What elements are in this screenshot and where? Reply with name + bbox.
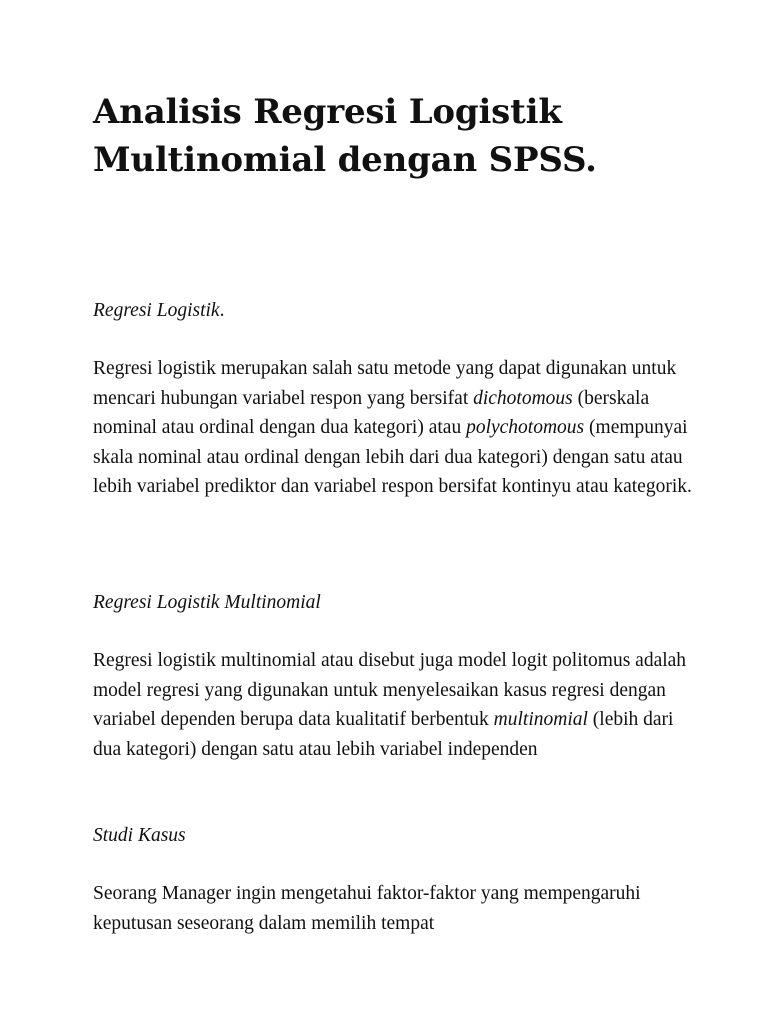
title-line-2: Multinomial dengan SPSS. [93, 140, 597, 180]
paragraph-text: Regresi logistik merupakan salah satu metode yang dapat digunakan untuk mencari hubungan variabel respon yang bersifat [93, 358, 677, 409]
paragraph-text: (lebih dari dua kategori) dengan satu atau lebih variabel independen [93, 709, 674, 760]
section-heading-text: Regresi Logistik [93, 300, 220, 321]
document-page [93, 88, 693, 184]
title-line-1: Analisis Regresi Logistik [93, 92, 562, 132]
term-dichotomous: dichotomous [473, 387, 573, 409]
term-polychotomous: polychotomous [466, 417, 585, 438]
section-heading-studi-kasus: Studi Kasus [93, 825, 186, 846]
paragraph-regresi-logistik-multinomial [93, 646, 693, 764]
paragraph-text: (mempunyai skala nominal atau ordinal dengan lebih dari dua kategori) dengan satu atau lebih variabel prediktor dan variabel respon bersifat kontinyu atau kategorik. [93, 417, 692, 497]
paragraph-regresi-logistik [93, 354, 693, 502]
section-heading-period: . [219, 300, 225, 321]
paragraph-studi-kasus: Seorang Manager ingin mengetahui faktor-faktor yang mempengaruhi keputusan seseorang dalam memilih tempat [93, 883, 641, 934]
section-heading-regresi-logistik [93, 296, 693, 326]
document-title [93, 88, 693, 184]
paragraph-text: Regresi logistik multinomial atau disebut juga model logit politomus adalah model regresi yang digunakan untuk menyelesaikan kasus regresi dengan variabel dependen berupa data kualitatif berbentuk [93, 650, 687, 730]
paragraph-text: (berskala nominal atau ordinal dengan dua kategori) atau [93, 387, 650, 438]
section-heading-regresi-logistik-multinomial: Regresi Logistik Multinomial [93, 592, 321, 613]
term-multinomial: multinomial [493, 709, 588, 730]
